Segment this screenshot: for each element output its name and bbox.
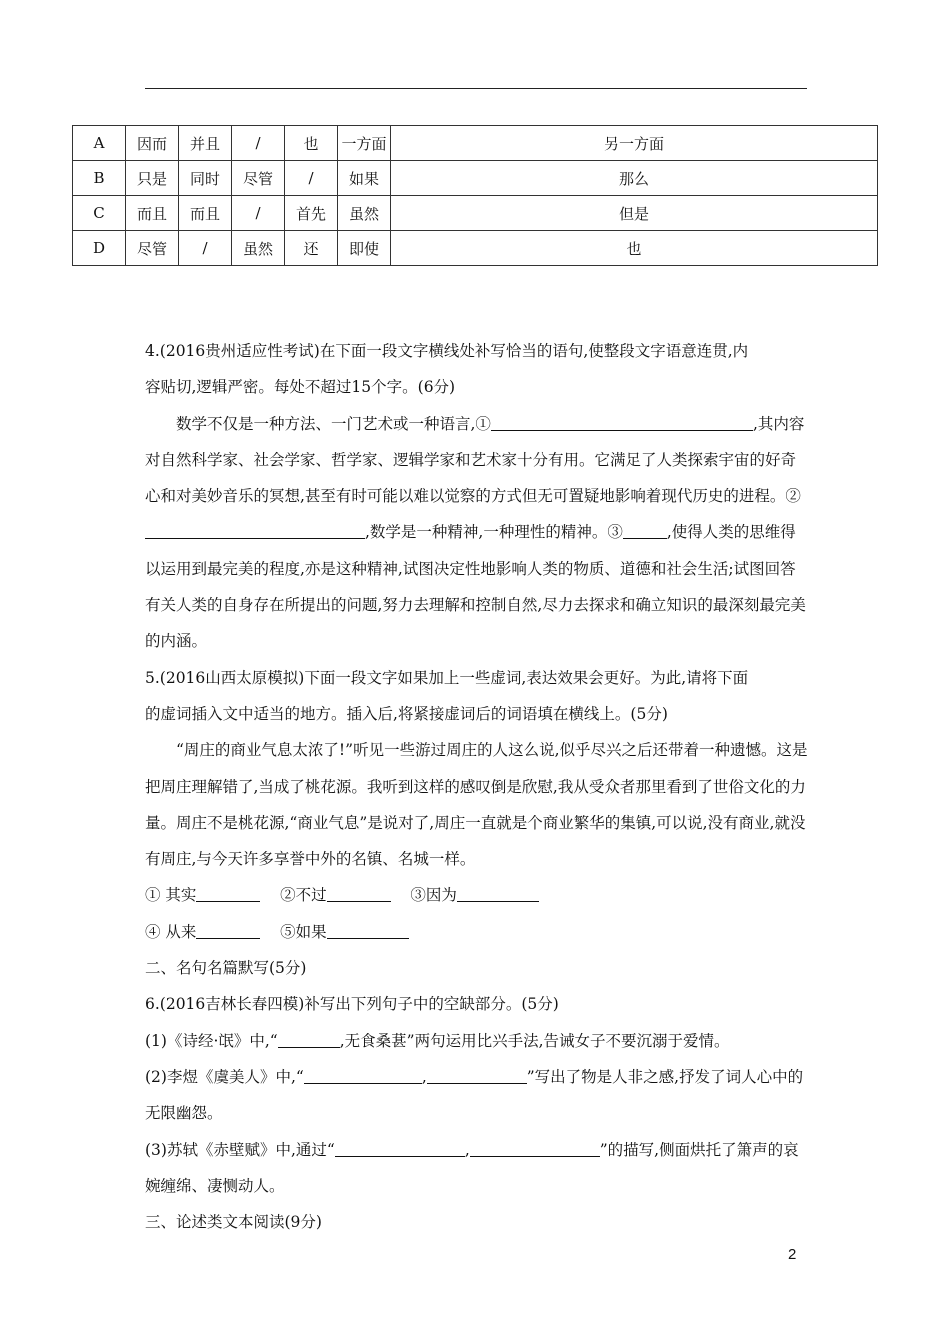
option-letter: D: [73, 231, 126, 266]
q6-stem: 6.(2016吉林长春四模)补写出下列句子中的空缺部分。(5分): [145, 995, 559, 1014]
blank-2[interactable]: [145, 523, 365, 540]
q5-answers-row-1: ① 其实 ②不过 ③因为: [145, 877, 810, 913]
table-cell: 一方面: [338, 126, 391, 161]
blank-1[interactable]: [491, 414, 753, 431]
table-cell: 也: [391, 231, 878, 266]
answer-blank[interactable]: [278, 1031, 340, 1048]
table-cell: 同时: [179, 161, 232, 196]
q4-stem: 4.(2016贵州适应性考试)在下面一段文字横线处补写恰当的语句,使整段文字语意连贯,内 容贴切,逻辑严密。每处不超过15个字。(6分): [145, 342, 749, 397]
table-cell: 如果: [338, 161, 391, 196]
table-cell: 那么: [391, 161, 878, 196]
answer-blank[interactable]: [335, 1140, 465, 1157]
section-2-heading: 二、名句名篇默写(5分): [145, 959, 307, 978]
table-row: [73, 126, 878, 161]
option-letter: C: [73, 196, 126, 231]
q6-item-3: (3)苏轼《赤壁赋》中,通过“ , ”的描写,侧面烘托了箫声的哀婉缠绵、凄恻动人。: [145, 1140, 799, 1195]
table-cell: 虽然: [338, 196, 391, 231]
answer-blank[interactable]: [327, 922, 409, 939]
table-cell: 因而: [126, 126, 179, 161]
table-cell: 尽管: [232, 161, 285, 196]
q6-item-2: (2)李煜《虞美人》中,“ , ”写出了物是人非之感,抒发了词人心中的无限幽怨。: [145, 1067, 804, 1123]
blank-3[interactable]: [623, 523, 667, 540]
table-cell: /: [179, 231, 232, 266]
table-cell: /: [285, 161, 338, 196]
table-cell: 也: [285, 126, 338, 161]
option-letter: A: [73, 126, 126, 161]
table-cell: /: [232, 196, 285, 231]
answer-blank[interactable]: [304, 1067, 422, 1084]
table-cell: 但是: [391, 196, 878, 231]
answer-blank[interactable]: [196, 922, 260, 939]
answer-blank[interactable]: [427, 1067, 527, 1084]
q6-item-1: (1)《诗经·氓》中,“ ,无食桑葚”两句运用比兴手法,告诫女子不要沉溺于爱情。: [145, 1031, 730, 1050]
table-cell: 还: [285, 231, 338, 266]
q5-answers-row-2: ④ 从来 ⑤如果: [145, 914, 810, 950]
table-row: [73, 231, 878, 266]
table-cell: /: [232, 126, 285, 161]
options-table: [72, 125, 878, 266]
table-cell: 首先: [285, 196, 338, 231]
answer-blank[interactable]: [457, 886, 539, 903]
q5-passage: “周庄的商业气息太浓了!”听见一些游过周庄的人这么说,似乎尽兴之后还带着一种遗憾。这是把周庄理解错了,当成了桃花源。我听到这样的感叹倒是欣慰,我从受众者那里看到了世俗文化的力量。周庄不是桃花源,“商业气息”是说对了,周庄一直就是个商业繁华的集镇,可以说,没有商业,就没有周庄,与今天许多享誉中外的名镇、名城一样。: [145, 741, 808, 869]
answer-blank[interactable]: [196, 886, 260, 903]
table-cell: 虽然: [232, 231, 285, 266]
table-row: [73, 196, 878, 231]
table-cell: 尽管: [126, 231, 179, 266]
header-rule: [145, 88, 807, 89]
answer-blank[interactable]: [327, 886, 391, 903]
q4-passage: 数学不仅是一种方法、一门艺术或一种语言,① ,其内容对自然科学家、社会学家、哲学家、逻辑学家和艺术家十分有用。它满足了人类探索宇宙的好奇心和对美妙音乐的冥想,甚至有时可能以难以觉察的方式但无可置疑地影响着现代历史的进程。②,数学是一种精神,一种理性的精神。③ ,使得人类的思维得以运用到最完美的程度,亦是这种精神,试图决定性地影响人类的物质、道德和社会生活;试图回答有关人类的自身存在所提出的问题,努力去理解和控制自然,尽力去探求和确立知识的最深刻最完美的内涵。: [145, 414, 806, 651]
section-3-heading: 三、论述类文本阅读(9分): [145, 1213, 322, 1232]
table-cell: 并且: [179, 126, 232, 161]
page-number: 2: [788, 1246, 797, 1263]
table-cell: 只是: [126, 161, 179, 196]
table-cell: 而且: [179, 196, 232, 231]
q5-stem: 5.(2016山西太原模拟)下面一段文字如果加上一些虚词,表达效果会更好。为此,请将下面 的虚词插入文中适当的地方。插入后,将紧接虚词后的词语填在横线上。(5分): [145, 668, 749, 723]
table-row: [73, 161, 878, 196]
table-cell: 而且: [126, 196, 179, 231]
page-content: [145, 333, 810, 1240]
answer-blank[interactable]: [470, 1140, 600, 1157]
table-cell: 即使: [338, 231, 391, 266]
table-cell: 另一方面: [391, 126, 878, 161]
option-letter: B: [73, 161, 126, 196]
